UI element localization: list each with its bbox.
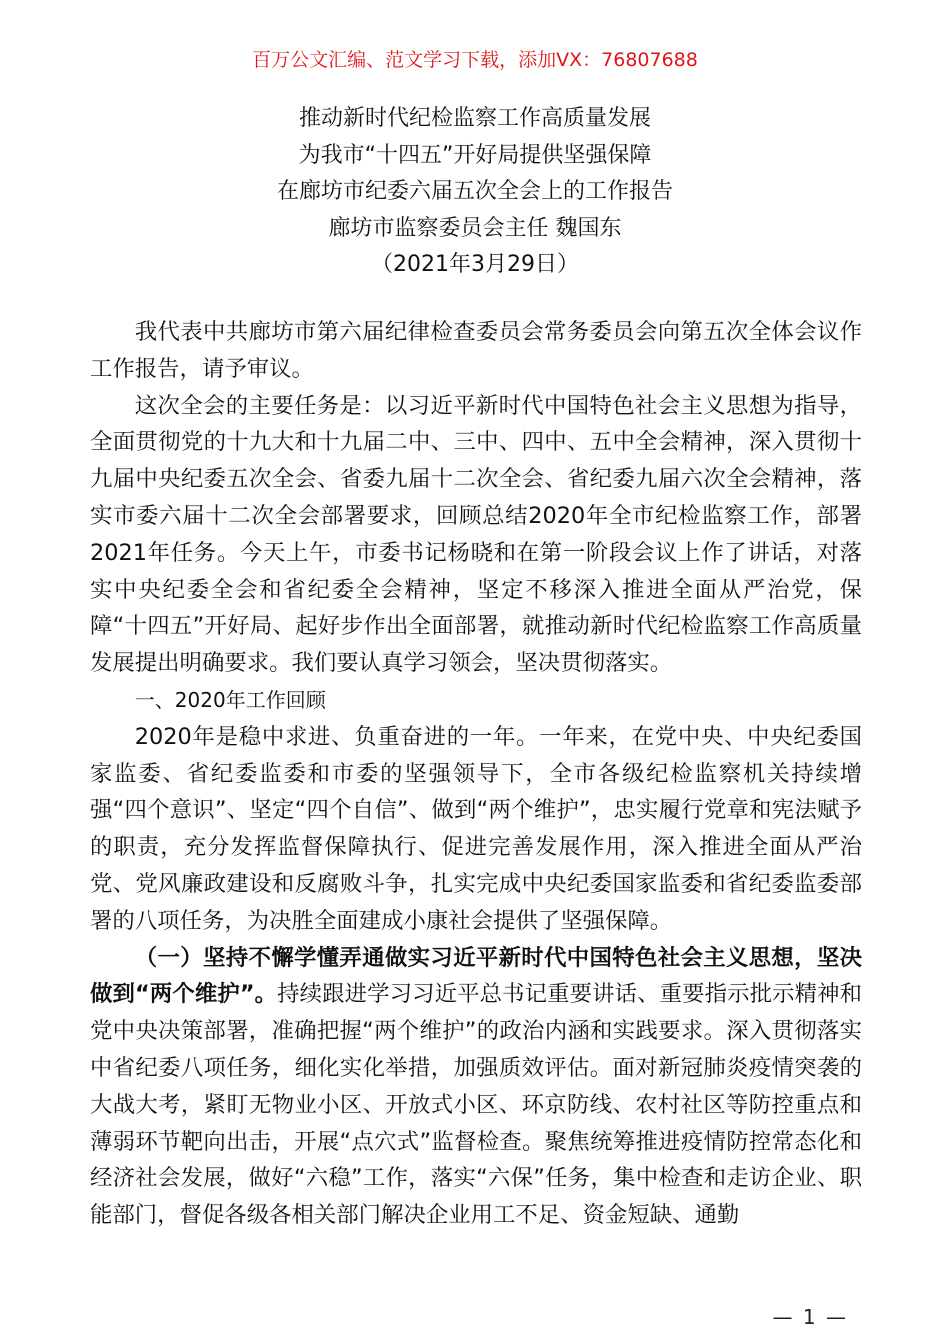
sub-title: 为我市“十四五”开好局提供坚强保障 bbox=[298, 142, 652, 168]
author-line: 廊坊市监察委员会主任 魏国东 bbox=[328, 215, 622, 241]
review-paragraph: 2020年是稳中求进、负重奋进的一年。一年来，在党中央、中央纪委国家监委、省纪委监委和市委的坚强领导下，全市各级纪检监察机关持续增强“四个意识”、坚定“四个自信”、做到“两个维护”，忠实履行党章和宪法赋予的职责，充分发挥监督保障执行、促进完善发展作用，深入推进全面从严治党、党风廉政建设和反腐败斗争，扎实完成中央纪委国家监委和省纪委监委部署的八项任务，为决胜全面建成小康社会提供了坚强保障。 bbox=[90, 723, 862, 934]
report-body bbox=[90, 314, 862, 1234]
subsection-lead: （一）坚持不懈学懂弄通做实习近平新时代中国特色社会主义思想，坚决做到“两个维护”。 bbox=[90, 944, 862, 1008]
title-block bbox=[0, 101, 950, 284]
subsection-text: 持续跟进学习习近平总书记重要讲话、重要指示批示精神和党中央决策部署，准确把握“两个维护”的政治内涵和实践要求。深入贯彻落实中省纪委八项任务，细化实化举措，加强质效评估。面对新冠肺炎疫情突袭的大战大考，紧盯无物业小区、开放式小区、环京防线、农村社区等防控重点和薄弱环节靶向出击，开展“点穴式”监督检查。聚焦统筹推进疫情防控常态化和经济社会发展，做好“六稳”工作，落实“六保”任务，集中检查和走访企业、职能部门，督促各级各相关部门解决企业用工不足、资金短缺、通勤 bbox=[90, 981, 862, 1229]
watermark-banner: 百万公文汇编、范文学习下载，添加VX：76807688 bbox=[252, 49, 698, 71]
subsection-paragraph bbox=[90, 940, 862, 1234]
task-paragraph: 这次全会的主要任务是：以习近平新时代中国特色社会主义思想为指导，全面贯彻党的十九大和十九届二中、三中、四中、五中全会精神，深入贯彻十九届中央纪委五次全会、省委九届十二次全会、省纪委九届六次全会精神，落实市委六届十二次全会部署要求，回顾总结2020年全市纪检监察工作，部署2021年任务。今天上午，市委书记杨晓和在第一阶段会议上作了讲话，对落实中央纪委全会和省纪委全会精神，坚定不移深入推进全面从严治党，保障“十四五”开好局、起好步作出全面部署，就推动新时代纪检监察工作高质量发展提出明确要求。我们要认真学习领会，坚决贯彻落实。 bbox=[90, 392, 862, 677]
report-date: （2021年3月29日） bbox=[371, 252, 579, 277]
page-number: — 1 — bbox=[772, 1305, 848, 1329]
main-title: 推动新时代纪检监察工作高质量发展 bbox=[298, 106, 651, 131]
report-occasion: 在廊坊市纪委六届五次全会上的工作报告 bbox=[276, 179, 673, 204]
section-heading: 一、2020年工作回顾 bbox=[134, 687, 326, 712]
intro-paragraph: 我代表中共廊坊市第六届纪律检查委员会常务委员会向第五次全体会议作工作报告，请予审议。 bbox=[90, 319, 862, 382]
